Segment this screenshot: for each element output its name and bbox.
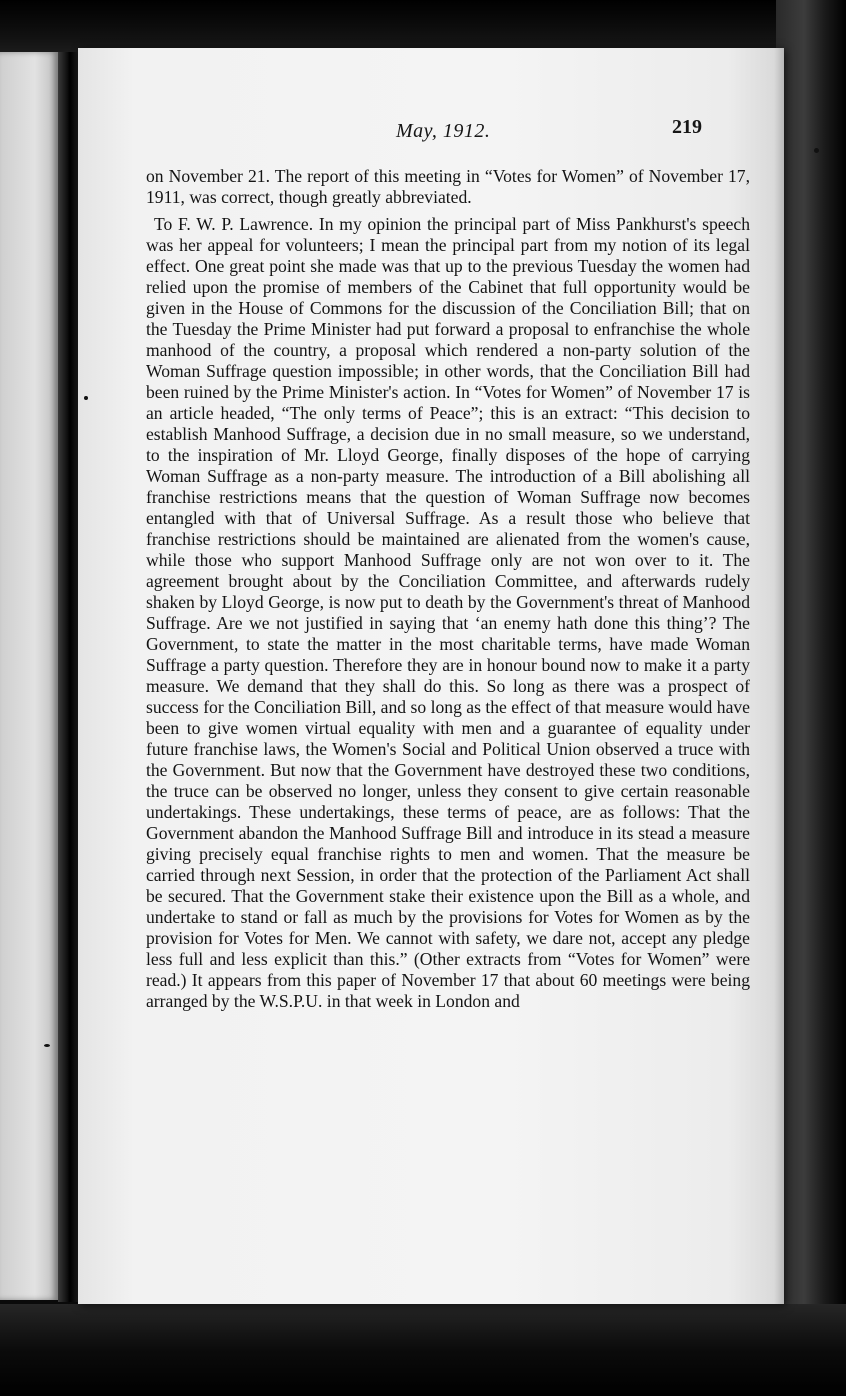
- body-text: [146, 166, 750, 1012]
- scan-bottom-border: [0, 1304, 846, 1396]
- scan-speck: [814, 148, 819, 153]
- book-page: [78, 48, 784, 1304]
- scan-right-border: [776, 0, 846, 1396]
- scan-top-border: [0, 0, 846, 52]
- facing-page-edge: [0, 52, 58, 1300]
- paragraph-lawrence-answer: To F. W. P. Lawrence. In my opinion the principal part of Miss Pankhurst's speech was her appeal for volunteers; I mean the principal part from my notion of its legal effect. One great point she made was that up to the previous Tuesday the women had relied upon the promise of members of the Cabinet that full opportunity would be given in the House of Commons for the discussion of the Conciliation Bill; that on the Tuesday the Prime Minister had put forward a proposal to enfranchise the whole manhood of the country, a proposal which rendered a non-party solution of the Woman Suffrage question impossible; in other words, that the Conciliation Bill had been ruined by the Prime Minister's action. In “Votes for Women” of November 17 is an article headed, “The only terms of Peace”; this is an extract: “This decision to establish Manhood Suffrage, a decision due in no small measure, so we understand, to the inspiration of Mr. Lloyd George, finally disposes of the hope of carrying Woman Suffrage as a non-party measure. The introduction of a Bill abolishing all franchise restrictions means that the question of Woman Suffrage now becomes entangled with that of Universal Suffrage. As a result those who believe that franchise restrictions should be maintained are alienated from the women's cause, while those who support Manhood Suffrage only are not won over to it. The agreement brought about by the Conciliation Committee, and afterwards rudely shaken by Lloyd George, is now put to death by the Government's threat of Manhood Suffrage. Are we not justified in saying that ‘an enemy hath done this thing’? The Government, to state the matter in the most charitable terms, have made Woman Suffrage a party question. Therefore they are in honour bound now to make it a party measure. We demand that they shall do this. So long as there was a prospect of success for the Conciliation Bill, and so long as the effect of that measure would have been to give women virtual equality with men and a guarantee of equality under future franchise laws, the Women's Social and Political Union observed a truce with the Government. But now that the Government have destroyed these two conditions, the truce can be observed no longer, unless they consent to give certain reasonable undertakings. These undertakings, these terms of peace, are as follows: That the Government abandon the Manhood Suffrage Bill and introduce in its stead a measure giving precisely equal franchise rights to men and women. That the measure be carried through next Session, in order that the protection of the Parliament Act shall be secured. That the Government stake their existence upon the Bill as a whole, and undertake to stand or fall as much by the provisions for Votes for Women as by the provision for Votes for Men. We cannot with safety, we dare not, accept any pledge less full and less explicit than this.” (Other extracts from “Votes for Women” were read.) It appears from this paper of November 17 that about 60 meetings were being arranged by the W.S.P.U. in that week in London and: [146, 214, 750, 1011]
- page-number: 219: [672, 116, 702, 138]
- running-head: [78, 116, 784, 146]
- page-edge-shadow: [774, 48, 784, 1304]
- scan-speck: [44, 1044, 50, 1047]
- running-head-title: May, 1912.: [396, 120, 491, 142]
- scan-speck: [84, 396, 88, 400]
- paragraph-continued: on November 21. The report of this meeting in “Votes for Women” of November 17, 1911, was correct, though greatly abbreviated.: [146, 166, 750, 207]
- book-gutter: [58, 52, 80, 1302]
